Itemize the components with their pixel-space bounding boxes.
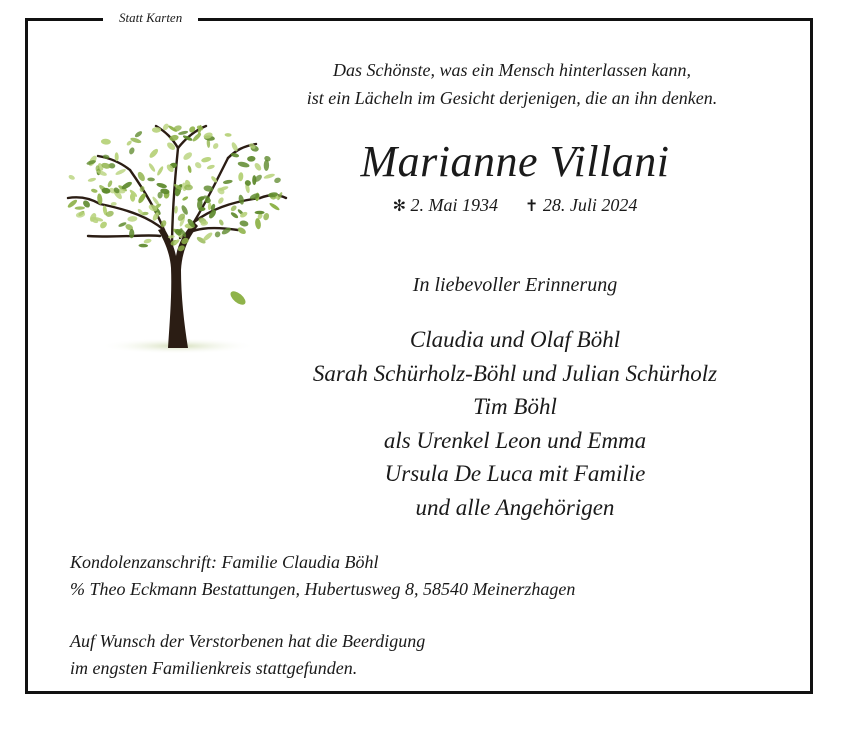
condolence-line-1: Kondolenzanschrift: Familie Claudia Böhl: [70, 552, 379, 572]
tree-leaf: [255, 211, 265, 215]
tree-leaf: [230, 204, 238, 212]
tree-leaf: [269, 202, 281, 212]
mourner-line: Ursula De Luca mit Familie: [384, 461, 646, 486]
life-dates: [330, 192, 700, 219]
tree-illustration: [60, 118, 290, 358]
burial-notice: [70, 628, 770, 682]
tree-leaf: [253, 162, 262, 172]
tree-leaf: [263, 173, 275, 180]
tree-leaf: [237, 226, 247, 235]
tree-leaf: [147, 177, 155, 181]
notice-line-1: Auf Wunsch der Verstorbenen hat die Beerdigung: [70, 631, 426, 651]
tree-leaf: [184, 185, 193, 191]
mourner-line: als Urenkel Leon und Emma: [383, 427, 647, 453]
tree-leaf: [127, 216, 137, 222]
quote-line-2: ist ein Lächeln im Gesicht derjenigen, die an ihn denken.: [306, 88, 718, 108]
tree-leaf: [115, 168, 127, 176]
tree-leaf: [182, 196, 189, 202]
tree-leaf: [148, 148, 159, 160]
tree-leaf: [143, 238, 152, 244]
tree-leaf: [148, 162, 157, 172]
tree-leaf: [156, 165, 164, 176]
mourner-line: Sarah Schürholz-Böhl und Julian Schürholz: [312, 360, 718, 386]
tree-leaf: [273, 177, 281, 184]
memory-line: In liebevoller Erinnerung: [412, 274, 618, 296]
birth-date: 2. Mai 1934: [410, 195, 498, 215]
tree-leaf: [107, 180, 113, 188]
tree-leaf: [178, 130, 189, 136]
tree-leaf: [75, 206, 86, 210]
mourner-line: Claudia und Olaf Böhl: [409, 327, 621, 352]
condolence-address: [70, 549, 770, 603]
tree-leaf: [87, 177, 96, 182]
tree-leaf: [130, 137, 142, 145]
tree-leaf: [212, 142, 220, 150]
tree-leaf: [91, 188, 98, 193]
mourners-list: [260, 323, 770, 524]
death-date: 28. Juli 2024: [542, 195, 638, 215]
tree-leaf: [238, 172, 244, 181]
quote: [262, 56, 762, 112]
header-label: Statt Karten: [103, 8, 198, 28]
tree-leaf: [223, 179, 233, 184]
tree-leaf: [237, 161, 250, 169]
tree-leaf: [194, 161, 203, 170]
tree-leaf: [230, 211, 239, 219]
falling-leaf: [228, 289, 248, 307]
tree-leaf: [254, 218, 261, 230]
tree-leaf: [68, 174, 76, 181]
tree-leaf: [156, 182, 168, 189]
tree-leaf: [201, 156, 212, 163]
tree-leaf: [174, 206, 178, 214]
tree-leaf: [202, 231, 214, 242]
tree-leaf: [126, 140, 133, 147]
mourner-line: und alle Angehörigen: [415, 494, 615, 520]
tree-leaf: [134, 130, 143, 138]
tree-leaf: [206, 164, 215, 170]
condolence-line-2: % Theo Eckmann Bestattungen, Hubertusweg 8, 58540 Meinerzhagen: [70, 579, 576, 599]
tree-leaf: [214, 231, 221, 239]
tree-leaf: [224, 133, 231, 137]
tree-leaf: [138, 244, 148, 248]
tree-leaf: [182, 151, 193, 162]
mourner-line: Tim Böhl: [473, 394, 557, 419]
tree-leaf: [218, 219, 224, 227]
tree-leaf: [247, 156, 256, 162]
tree-branch: [88, 235, 160, 236]
tree-leaf: [239, 220, 249, 228]
birth-symbol-icon: ✻: [392, 196, 406, 215]
tree-leaf: [169, 134, 179, 142]
tree-leaf: [99, 220, 109, 229]
tree-leaf: [101, 138, 111, 144]
notice-line-2: im engsten Familienkreis stattgefunden.: [70, 658, 358, 678]
quote-line-1: Das Schönste, was ein Mensch hinterlassen kann,: [333, 60, 691, 80]
deceased-name: Marianne Villani: [360, 137, 670, 186]
death-cross-icon: ✝: [525, 196, 539, 215]
tree-leaf: [128, 147, 135, 156]
tree-leaf: [187, 165, 192, 173]
tree-leaf: [244, 179, 252, 187]
tree-leaf: [217, 196, 225, 204]
tree-leaf: [238, 194, 245, 205]
